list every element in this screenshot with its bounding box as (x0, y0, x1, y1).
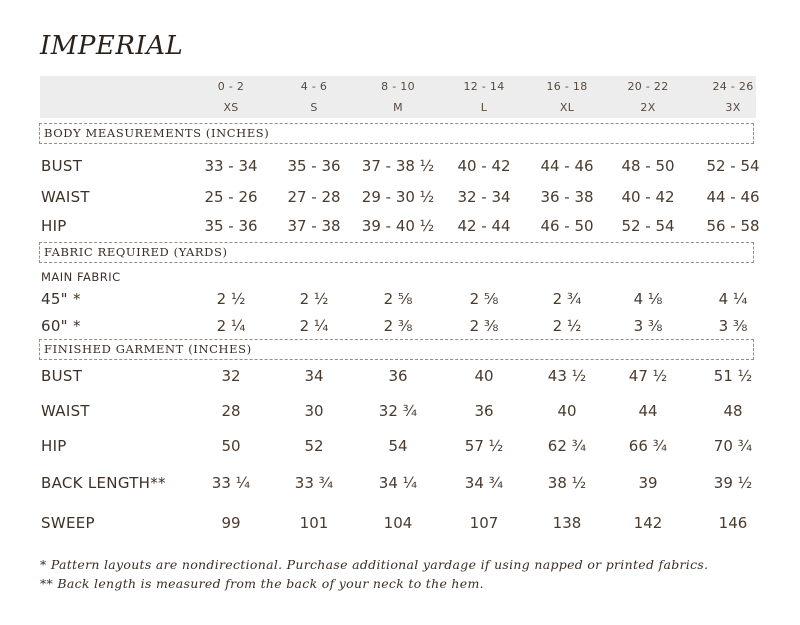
table-cell: 48 (723, 402, 743, 420)
table-cell: 39 ½ (713, 474, 753, 492)
table-cell: 47 ½ (628, 367, 668, 385)
table-cell: 34 (304, 367, 324, 385)
row-label: HIP (41, 437, 67, 455)
table-cell: 138 (552, 514, 582, 532)
row-label: 60" * (41, 317, 81, 335)
table-cell: 66 ¾ (628, 437, 668, 455)
table-cell: 3 ⅜ (633, 317, 663, 335)
table-cell: 34 ¼ (378, 474, 418, 492)
table-cell: 2 ½ (216, 290, 246, 308)
table-cell: 33 ¾ (294, 474, 334, 492)
size-code-header: 0 - 2 (217, 80, 245, 93)
size-label-header: XS (223, 101, 239, 114)
table-cell: 39 (638, 474, 658, 492)
section-fabric-required: FABRIC REQUIRED (YARDS) (39, 242, 754, 263)
size-code-header: 24 - 26 (712, 80, 754, 93)
table-cell: 40 - 42 (457, 157, 511, 175)
section-body-measurements: BODY MEASUREMENTS (INCHES) (39, 123, 754, 144)
table-cell: 27 - 28 (287, 188, 341, 206)
table-cell: 2 ⅜ (383, 317, 413, 335)
footnote-layouts: * Pattern layouts are nondirectional. Purchase additional yardage if using napped or printed fabrics. (40, 557, 709, 572)
table-cell: 99 (221, 514, 241, 532)
main-fabric-label: MAIN FABRIC (41, 270, 121, 284)
table-cell: 2 ¼ (216, 317, 246, 335)
size-code-header: 16 - 18 (546, 80, 588, 93)
row-label: BUST (41, 157, 83, 175)
table-cell: 56 - 58 (706, 217, 760, 235)
table-cell: 3 ⅜ (718, 317, 748, 335)
table-cell: 36 - 38 (540, 188, 594, 206)
table-cell: 2 ½ (552, 317, 582, 335)
size-code-header: 4 - 6 (300, 80, 328, 93)
table-cell: 36 (388, 367, 408, 385)
table-cell: 2 ⅝ (469, 290, 499, 308)
size-label-header: 2X (640, 101, 656, 114)
table-cell: 32 (221, 367, 241, 385)
table-cell: 2 ⅝ (383, 290, 413, 308)
size-label-header: M (393, 101, 403, 114)
size-label-header: S (310, 101, 318, 114)
table-cell: 34 ¾ (464, 474, 504, 492)
page-title: IMPERIAL (40, 31, 184, 61)
table-cell: 44 - 46 (540, 157, 594, 175)
table-cell: 104 (383, 514, 413, 532)
table-cell: 4 ¼ (718, 290, 748, 308)
row-label: HIP (41, 217, 67, 235)
table-cell: 40 (474, 367, 494, 385)
size-label-header: XL (559, 101, 575, 114)
table-cell: 52 - 54 (621, 217, 675, 235)
table-cell: 32 - 34 (457, 188, 511, 206)
row-label: BACK LENGTH** (41, 474, 166, 492)
table-cell: 48 - 50 (621, 157, 675, 175)
table-cell: 29 - 30 ½ (361, 188, 435, 206)
table-cell: 2 ¼ (299, 317, 329, 335)
table-cell: 35 - 36 (204, 217, 258, 235)
row-label: WAIST (41, 188, 90, 206)
size-code-header: 8 - 10 (381, 80, 415, 93)
table-cell: 25 - 26 (204, 188, 258, 206)
table-cell: 40 - 42 (621, 188, 675, 206)
table-cell: 52 (304, 437, 324, 455)
table-cell: 2 ¾ (552, 290, 582, 308)
table-cell: 2 ½ (299, 290, 329, 308)
table-cell: 142 (633, 514, 663, 532)
table-cell: 43 ½ (547, 367, 587, 385)
footnote-back-length: ** Back length is measured from the back of your neck to the hem. (40, 576, 484, 591)
table-cell: 37 - 38 (287, 217, 341, 235)
table-cell: 146 (718, 514, 748, 532)
table-cell: 44 - 46 (706, 188, 760, 206)
table-cell: 35 - 36 (287, 157, 341, 175)
size-label-header: L (480, 101, 488, 114)
table-cell: 2 ⅜ (469, 317, 499, 335)
table-cell: 44 (638, 402, 658, 420)
table-cell: 36 (474, 402, 494, 420)
row-label: 45" * (41, 290, 81, 308)
table-cell: 32 ¾ (378, 402, 418, 420)
table-cell: 50 (221, 437, 241, 455)
row-label: BUST (41, 367, 83, 385)
table-cell: 52 - 54 (706, 157, 760, 175)
table-cell: 28 (221, 402, 241, 420)
table-cell: 38 ½ (547, 474, 587, 492)
table-cell: 101 (299, 514, 329, 532)
table-cell: 33 ¼ (211, 474, 251, 492)
size-code-header: 20 - 22 (627, 80, 669, 93)
table-cell: 33 - 34 (204, 157, 258, 175)
section-finished-garment: FINISHED GARMENT (INCHES) (39, 339, 754, 360)
table-cell: 46 - 50 (540, 217, 594, 235)
table-cell: 70 ¾ (713, 437, 753, 455)
table-cell: 62 ¾ (547, 437, 587, 455)
table-cell: 54 (388, 437, 408, 455)
table-cell: 57 ½ (464, 437, 504, 455)
table-cell: 107 (469, 514, 499, 532)
table-cell: 30 (304, 402, 324, 420)
table-cell: 4 ⅛ (633, 290, 663, 308)
table-cell: 40 (557, 402, 577, 420)
size-code-header: 12 - 14 (463, 80, 505, 93)
table-cell: 51 ½ (713, 367, 753, 385)
row-label: WAIST (41, 402, 90, 420)
size-label-header: 3X (725, 101, 741, 114)
table-cell: 37 - 38 ½ (361, 157, 435, 175)
table-cell: 42 - 44 (457, 217, 511, 235)
row-label: SWEEP (41, 514, 95, 532)
table-cell: 39 - 40 ½ (361, 217, 435, 235)
